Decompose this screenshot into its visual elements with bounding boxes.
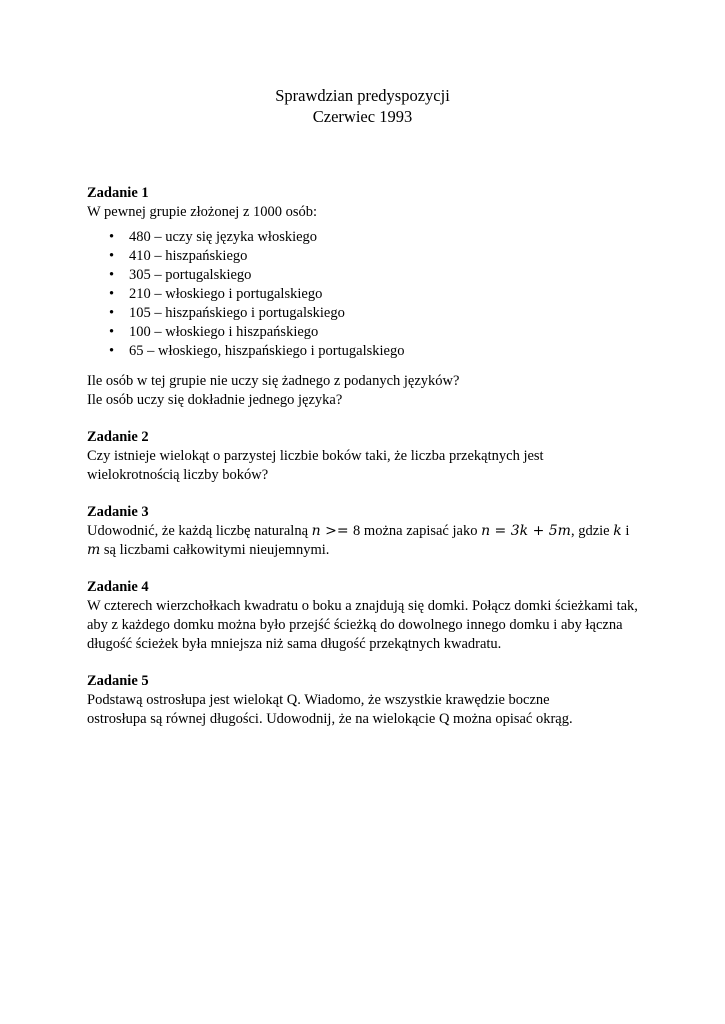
list-item: • 305 – portugalskiego <box>109 267 252 283</box>
task-3-line-2: m są liczbami całkowitymi nieujemnymi. <box>87 542 330 558</box>
bullet-icon: • <box>109 324 115 340</box>
list-item: • 480 – uczy się języka włoskiego <box>109 229 318 245</box>
bullet-icon: • <box>109 305 115 321</box>
list-item: • 105 – hiszpańskiego i portugalskiego <box>109 305 345 321</box>
task-5-title: Zadanie 5 <box>87 673 149 689</box>
task-2-line-1: Czy istnieje wielokąt o parzystej liczbie boków taki, że liczba przekątnych jest <box>87 448 544 464</box>
document-body <box>87 184 647 747</box>
task-5-line-2: ostrosłupa są równej długości. Udowodnij, że na wielokącie Q można opisać okrąg. <box>87 711 573 727</box>
list-item: • 100 – włoskiego i hiszpańskiego <box>109 324 319 340</box>
math-expression: m <box>87 542 101 558</box>
bullet-icon: • <box>109 286 115 302</box>
task-4-title: Zadanie 4 <box>87 579 149 595</box>
task-1-intro: W pewnej grupie złożonej z 1000 osób: <box>87 204 318 220</box>
task-1-question-2: Ile osób uczy się dokładnie jednego języka? <box>87 392 343 408</box>
task-4-line-3: długość ścieżek była mniejsza niż sama długość przekątnych kwadratu. <box>87 636 502 652</box>
task-2-title: Zadanie 2 <box>87 429 149 445</box>
task-4 <box>87 578 647 654</box>
task-3-title: Zadanie 3 <box>87 504 149 520</box>
math-expression: n = 3k + 5m <box>481 523 571 539</box>
document-subtitle: Czerwiec 1993 <box>312 107 413 126</box>
list-item: • 410 – hiszpańskiego <box>109 248 248 264</box>
document-header <box>0 85 725 127</box>
list-item: • 65 – włoskiego, hiszpańskiego i portugalskiego <box>109 343 405 359</box>
bullet-icon: • <box>109 267 115 283</box>
bullet-icon: • <box>109 248 115 264</box>
task-5-line-1: Podstawą ostrosłupa jest wielokąt Q. Wiadomo, że wszystkie krawędzie boczne <box>87 692 550 708</box>
task-1-bullet-list <box>87 228 647 361</box>
math-expression: n >= <box>311 523 354 539</box>
task-4-line-1: W czterech wierzchołkach kwadratu o boku a znajdują się domki. Połącz domki ścieżkami tak, <box>87 598 638 614</box>
bullet-icon: • <box>109 343 115 359</box>
task-2 <box>87 428 647 485</box>
math-expression: k <box>613 523 622 539</box>
task-3 <box>87 503 647 560</box>
task-2-line-2: wielokrotnością liczby boków? <box>87 467 269 483</box>
bullet-icon: • <box>109 229 115 245</box>
task-4-line-2: aby z każdego domku można było przejść ścieżką do dowolnego innego domku i aby łączna <box>87 617 623 633</box>
task-5 <box>87 672 647 729</box>
task-1-title: Zadanie 1 <box>87 185 149 201</box>
task-3-line-1: Udowodnić, że każdą liczbę naturalną n >= 8 można zapisać jako n = 3k + 5m, gdzie k i <box>87 523 630 539</box>
list-item: • 210 – włoskiego i portugalskiego <box>109 286 323 302</box>
task-1 <box>87 184 647 410</box>
document-title: Sprawdzian predyspozycji <box>275 86 450 105</box>
task-1-question-1: Ile osób w tej grupie nie uczy się żadnego z podanych języków? <box>87 373 460 389</box>
